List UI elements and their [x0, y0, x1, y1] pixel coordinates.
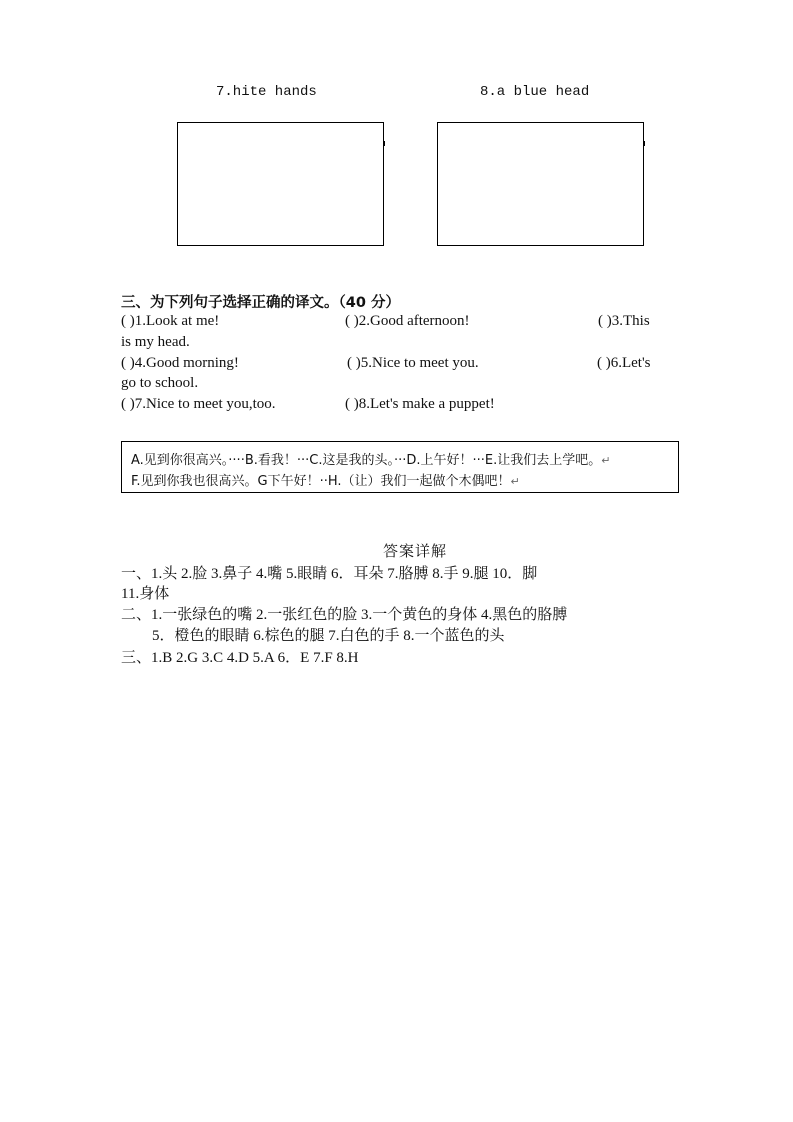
drawing-frame-8[interactable] [437, 122, 644, 246]
answers-line-1: 一、1.头 2.脸 3.鼻子 4.嘴 5.眼睛 6．耳朵 7.胳膊 8.手 9.腿 10．脚 [121, 566, 538, 582]
frame-tick-7 [384, 141, 385, 146]
question-5: ( )5.Nice to meet you. [347, 355, 479, 371]
question-6-wrap: go to school. [121, 375, 199, 391]
options-line-1 [131, 449, 611, 468]
options-line-2-text: F.见到你我也很高兴。G下午好！··H.（让）我们一起做个木偶吧！ [131, 474, 511, 489]
options-line-1-text: A.见到你很高兴。····B.看我！···C.这是我的头。···D.上午好！···E.让我们去上学吧。 [131, 453, 602, 468]
answers-line-1-wrap: 11.身体 [121, 586, 170, 602]
question-6: ( )6.Let's [597, 355, 651, 371]
question-3-wrap: is my head. [121, 334, 190, 350]
question-7: ( )7.Nice to meet you,too. [121, 396, 276, 412]
answers-line-2-wrap: 5．橙色的眼睛 6.棕色的腿 7.白色的手 8.一个蓝色的头 [152, 628, 505, 644]
picture-label-8: 8.a blue head [480, 84, 590, 100]
question-1: ( )1.Look at me! [121, 313, 220, 329]
return-mark-icon: ↵ [601, 454, 611, 467]
frame-tick-8 [644, 141, 645, 146]
question-8: ( )8.Let's make a puppet! [345, 396, 495, 412]
section-3-heading: 三、为下列句子选择正确的译文。（40 分） [121, 295, 400, 311]
question-3: ( )3.This [598, 313, 650, 329]
question-4: ( )4.Good morning! [121, 355, 239, 371]
options-line-2 [131, 470, 520, 489]
return-mark-icon: ↵ [510, 475, 520, 488]
picture-label-7: 7.hite hands [216, 84, 317, 100]
answers-line-2: 二、1.一张绿色的嘴 2.一张红色的脸 3.一个黄色的身体 4.黑色的胳膊 [121, 607, 568, 623]
answers-line-3: 三、1.B 2.G 3.C 4.D 5.A 6．E 7.F 8.H [121, 650, 359, 666]
question-2: ( )2.Good afternoon! [345, 313, 470, 329]
options-box [121, 441, 679, 493]
answers-title: 答案详解 [383, 544, 448, 560]
drawing-frame-7[interactable] [177, 122, 384, 246]
